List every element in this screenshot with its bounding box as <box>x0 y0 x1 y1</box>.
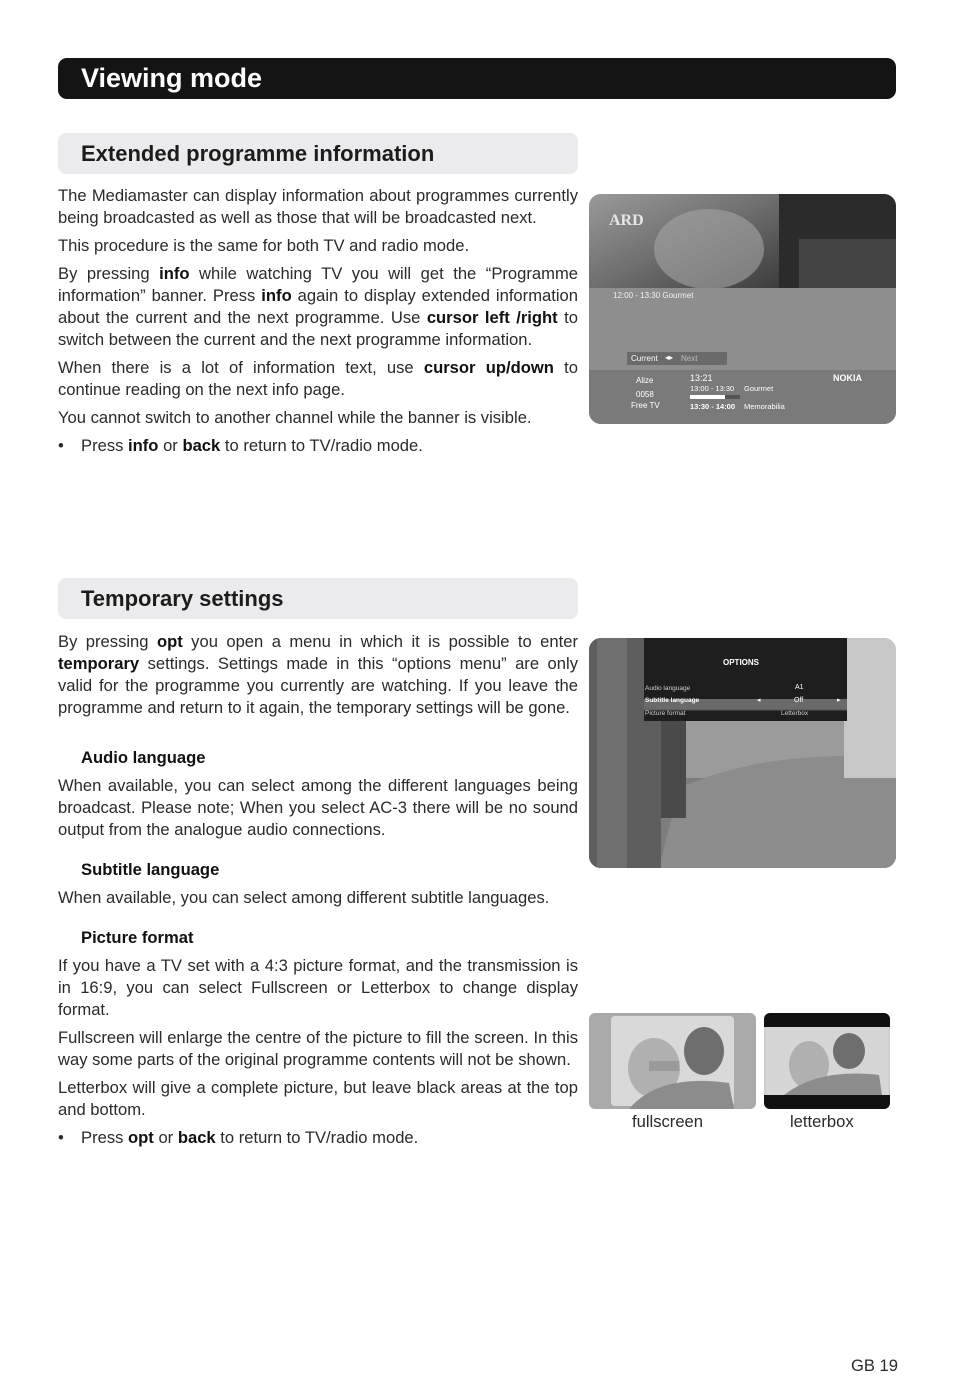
chevron-right-icon: ▸ <box>837 697 841 704</box>
keyword: info <box>261 286 292 305</box>
section-temporary-settings-body <box>58 631 578 1155</box>
page-title-text: Viewing mode <box>81 63 263 93</box>
caption-fullscreen: fullscreen <box>632 1112 704 1131</box>
page-title <box>58 58 896 99</box>
section-extended-info-body <box>58 185 578 463</box>
letterbox-illustration <box>764 1013 890 1109</box>
bullet-dot: • <box>58 436 64 455</box>
info-banner-screenshot <box>589 194 896 424</box>
options-menu-title: OPTIONS <box>723 658 760 667</box>
caption-letterbox: letterbox <box>790 1112 854 1131</box>
options-menu-illustration <box>589 638 896 868</box>
programme-1-title: Gourmet <box>744 384 774 393</box>
paragraph: The Mediamaster can display information about programmes currently being broadcasted as well as those that will be broadcasted next. <box>58 186 578 227</box>
brand-logo: NOKIA <box>833 373 862 383</box>
options-row-value: Off <box>794 697 804 704</box>
subheading-subtitle-language: Subtitle language <box>81 860 220 879</box>
bullet-item: • Press info or back to return to TV/radio mode. <box>58 436 423 455</box>
paragraph: This procedure is the same for both TV and radio mode. <box>58 236 470 255</box>
bullet-dot: • <box>58 1128 64 1147</box>
options-row-label: Subtitle language <box>645 697 700 704</box>
paragraph: Fullscreen will enlarge the centre of the picture to fill the screen. In this way some parts of the original programme contents will not be shown. <box>58 1028 578 1069</box>
keyword: right <box>520 308 558 327</box>
section-heading-extended-info <box>58 133 578 174</box>
paragraph: When there is a lot of information text, use cursor up/down to continue reading on the next info page. <box>58 358 579 399</box>
section-heading-temporary-settings <box>58 578 578 619</box>
keyword: back <box>182 436 221 455</box>
chevron-left-icon: ◂ <box>757 697 761 704</box>
letterbox-image <box>764 1013 890 1109</box>
banner-current-programme: 12:00 - 13:30 Gourmet <box>613 291 694 300</box>
tab-next: Next <box>681 354 698 363</box>
keyword: cursor up <box>423 358 506 377</box>
keyword: cursor left <box>426 308 510 327</box>
channel-name: Alize <box>636 376 654 385</box>
paragraph: If you have a TV set with a 4:3 picture format, and the transmission is in 16:9, you can select Fullscreen or Letterbox to change display format. <box>58 956 578 1019</box>
keyword: opt <box>128 1128 154 1147</box>
bullet-item: • Press opt or back to return to TV/radio mode. <box>58 1128 419 1147</box>
keyword: info <box>128 436 159 455</box>
programme-2-time: 13:30 - 14:00 <box>690 402 736 411</box>
programme-progress-fill <box>690 395 725 399</box>
subheading-audio-language: Audio language <box>81 748 206 767</box>
channel-number: 0058 <box>636 390 654 399</box>
section-heading-text: Temporary settings <box>81 586 284 611</box>
fullscreen-illustration <box>589 1013 756 1109</box>
keyword: info <box>159 264 190 283</box>
options-row-label: Picture format <box>645 710 686 717</box>
programme-progress-bar <box>690 395 740 399</box>
subheading-picture-format: Picture format <box>81 928 194 947</box>
paragraph: By pressing info while watching TV you will get the “Programme information” banner. Press info again to display extended information about the current and the next programme. Use cursor left /right to switch between the current and the next programme information. <box>58 264 579 349</box>
programme-1-time: 13:00 - 13:30 <box>690 384 735 393</box>
paragraph: You cannot switch to another channel while the banner is visible. <box>58 408 532 427</box>
clock: 13:21 <box>690 373 713 383</box>
paragraph: By pressing opt you open a menu in which it is possible to enter temporary settings. Settings made in this “options menu” are only valid for the programme you currently are watching. If you leave the programme and return to it again, the temporary settings will be gone. <box>58 632 578 717</box>
options-row-label: Audio language <box>645 685 691 692</box>
keyword: down <box>510 358 554 377</box>
section-heading-text: Extended programme information <box>81 141 435 166</box>
paragraph: Letterbox will give a complete picture, but leave black areas at the top and bottom. <box>58 1078 578 1119</box>
channel-group: Free TV <box>631 401 660 410</box>
channel-logo: ARD <box>609 212 644 229</box>
programme-2-title: Memorabilia <box>744 402 785 411</box>
page-number: GB 19 <box>850 1356 898 1375</box>
options-row-value: A1 <box>795 684 804 691</box>
paragraph: When available, you can select among the different languages being broadcast. Please note; When you select AC-3 there will be no sound output from the analogue audio connections. <box>58 776 578 839</box>
keyword: back <box>177 1128 216 1147</box>
keyword: temporary <box>58 654 140 673</box>
options-row-value: Letterbox <box>781 710 809 717</box>
options-menu-screenshot <box>589 638 896 868</box>
fullscreen-image <box>589 1013 756 1109</box>
tab-current: Current <box>631 354 658 363</box>
paragraph: When available, you can select among different subtitle languages. <box>58 888 550 907</box>
tab-switch-icon: ◂▸ <box>665 353 674 362</box>
keyword: opt <box>156 632 183 651</box>
